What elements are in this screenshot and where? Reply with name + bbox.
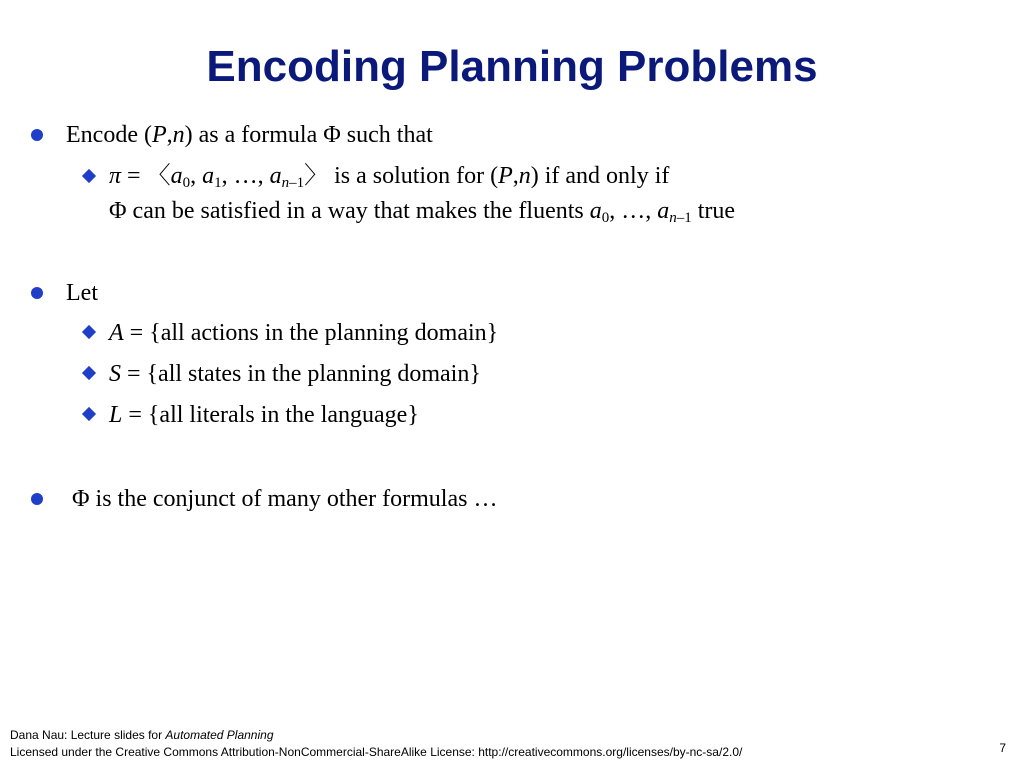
bullet-conjunct: Φ is the conjunct of many other formulas … — [66, 486, 498, 512]
bullet-dot-icon — [31, 129, 43, 141]
bullet-diamond-icon — [82, 169, 96, 183]
footer-license: Licensed under the Creative Commons Attribution-NonCommercial-ShareAlike License: http://creativecommons.org/licenses/by-nc-sa/2.0/ — [10, 745, 743, 759]
sub-bullet-solution-line1: π = 〈$a_0$, $a_1$, …, $a_{n-1}$〉 is a solution for (P,n) if and only if — [109, 163, 670, 191]
bullet-let: Let — [66, 280, 98, 306]
bullet-diamond-icon — [82, 366, 96, 380]
bullet-dot-icon — [31, 493, 43, 505]
bullet-dot-icon — [31, 287, 43, 299]
bullet-encode: Encode (P,n) as a formula Φ such that — [66, 122, 433, 148]
slide-title: Encoding Planning Problems — [206, 42, 818, 91]
sub-bullet-literals: L = {all literals in the language} — [109, 402, 419, 428]
footer-credit: Dana Nau: Lecture slides for Automated Planning — [10, 728, 274, 742]
bullet-diamond-icon — [82, 407, 96, 421]
page-number: 7 — [999, 741, 1006, 755]
sub-bullet-states: S = {all states in the planning domain} — [109, 361, 481, 387]
bullet-diamond-icon — [82, 325, 96, 339]
sub-bullet-solution-line2: Φ can be satisfied in a way that makes the fluents $a_0$, …, $a_{n-1}$ true — [109, 198, 736, 226]
sub-bullet-actions: A = {all actions in the planning domain} — [109, 320, 499, 346]
